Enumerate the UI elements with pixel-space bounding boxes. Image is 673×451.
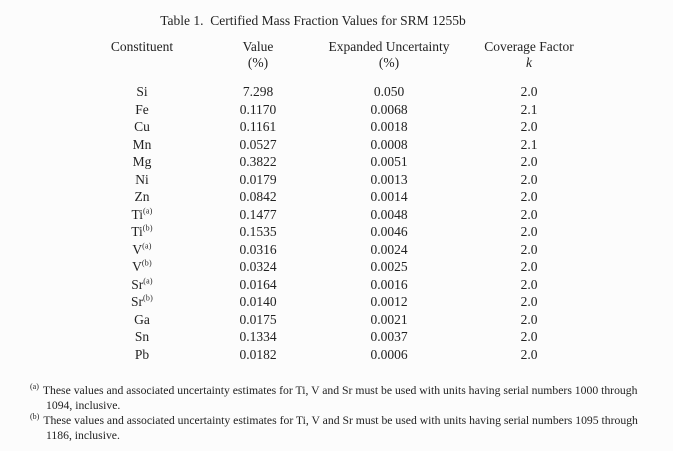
cell-value: 0.0164 [239,276,277,292]
element-symbol: Zn [134,189,150,204]
cell-coverage-factor: 2.0 [520,311,538,327]
cell-constituent [82,328,202,346]
element-footnote-ref: (b) [143,293,153,303]
footnote-b [30,413,638,443]
footnote-line [30,413,638,428]
table-row [82,136,594,154]
table-row [82,153,594,171]
column-header-coverage-factor [464,39,594,70]
table-row [82,293,594,311]
cell-uncertainty: 0.0068 [370,101,408,117]
table-row [82,206,594,224]
cell-value: 0.1334 [239,329,277,344]
cell-uncertainty: 0.0016 [370,276,408,292]
column-unit [82,55,202,70]
footnote-text: These values and associated uncertainty estimates for Ti, V and Sr must be used with units having serial numbers 1000 through [42,384,638,397]
cell-constituent [82,136,202,154]
data-table [82,39,594,363]
element-footnote-ref: (a) [143,206,153,215]
column-label: Coverage Factor [484,39,574,54]
cell-constituent [82,153,202,171]
table-row [82,311,594,329]
cell-value: 0.1477 [239,206,277,222]
cell-value: 0.1170 [239,101,277,117]
cell-coverage-factor: 2.0 [520,189,538,204]
cell-constituent [82,293,202,311]
table-row [82,241,594,259]
cell-value: 0.3822 [239,154,277,169]
cell-constituent [82,101,202,119]
column-header-value [202,39,314,70]
cell-coverage-factor: 2.0 [520,119,538,134]
element-symbol: Sr [131,294,144,309]
footnote-line: 1094, inclusive. [46,399,121,412]
cell-value: 0.0175 [239,311,277,327]
cell-coverage-factor: 2.0 [520,171,538,187]
element-symbol: Sn [134,329,150,344]
footnote-line: 1186, inclusive. [46,429,120,442]
table-row [82,101,594,119]
cell-value: 0.0316 [239,241,277,257]
cell-coverage-factor: 2.0 [520,206,538,222]
cell-uncertainty: 0.0051 [370,154,408,169]
cell-uncertainty: 0.0012 [370,294,408,309]
footnote-line [30,383,638,398]
cell-constituent [82,188,202,206]
element-footnote-ref: (b) [141,258,152,268]
cell-uncertainty: 0.050 [373,84,405,99]
table-row [82,276,594,294]
footnote-marker: (a) [30,382,39,392]
cell-uncertainty: 0.0006 [370,346,408,362]
element-symbol: Pb [134,346,150,362]
element-symbol: Fe [135,101,149,117]
cell-constituent [82,311,202,329]
cell-uncertainty: 0.0018 [370,119,408,134]
cell-value: 0.0324 [239,259,277,274]
element-symbol: Mn [132,136,152,152]
column-header-expanded-uncertainty [314,39,464,70]
table-row [82,83,594,101]
element-footnote-ref: (a) [143,276,153,285]
table-row [82,328,594,346]
element-symbol: Cu [134,119,150,134]
cell-coverage-factor: 2.1 [520,101,538,117]
column-label: Value [242,39,274,54]
cell-uncertainty: 0.0048 [370,206,408,222]
cell-coverage-factor: 2.0 [520,84,538,99]
cell-coverage-factor: 2.0 [520,241,538,257]
table-header-row [82,39,594,70]
cell-uncertainty: 0.0046 [370,224,408,239]
cell-uncertainty: 0.0021 [370,311,408,327]
table-row [82,223,594,241]
cell-constituent [82,241,202,259]
element-symbol: Ni [135,171,149,187]
cell-constituent [82,171,202,189]
column-unit: (%) [247,55,269,70]
cell-value: 0.0527 [239,136,277,152]
element-symbol: V [132,259,142,274]
footnote-a [30,383,638,413]
table-row [82,171,594,189]
column-label: Expanded Uncertainty [328,39,450,54]
element-symbol: Sr [131,276,144,292]
element-footnote-ref: (b) [142,223,153,233]
cell-value: 0.0140 [239,294,277,309]
table-row [82,118,594,136]
cell-coverage-factor: 2.1 [520,136,538,152]
cell-coverage-factor: 2.0 [520,154,538,169]
column-unit-k: k [526,55,532,70]
footnote-text: These values and associated uncertainty estimates for Ti, V and Sr must be used with units having serial numbers 1095 through [43,414,638,427]
element-symbol: Ga [134,311,150,327]
element-footnote-ref: (a) [142,241,152,250]
table-row [82,258,594,276]
cell-coverage-factor: 2.0 [520,276,538,292]
element-symbol: Mg [132,154,152,169]
cell-constituent [82,258,202,276]
cell-coverage-factor: 2.0 [520,346,538,362]
cell-constituent [82,223,202,241]
cell-constituent [82,276,202,294]
cell-value: 0.0182 [239,346,277,362]
cell-constituent [82,83,202,101]
cell-value: 0.0842 [239,189,277,204]
table-body [82,83,594,363]
element-symbol: Ti [131,224,143,239]
cell-constituent [82,206,202,224]
element-symbol: V [132,241,143,257]
cell-coverage-factor: 2.0 [520,329,538,344]
cell-uncertainty: 0.0037 [370,329,408,344]
cell-uncertainty: 0.0025 [370,259,408,274]
cell-coverage-factor: 2.0 [520,224,538,239]
cell-uncertainty: 0.0013 [370,171,408,187]
footnote-marker: (b) [30,412,40,422]
column-label: Constituent [110,39,174,54]
element-symbol: Si [136,84,148,99]
cell-constituent [82,118,202,136]
column-unit: (%) [378,55,400,70]
table-row [82,346,594,364]
element-symbol: Ti [131,206,144,222]
table-caption: Table 1. Certified Mass Fraction Values for SRM 1255b [160,13,466,28]
cell-uncertainty: 0.0008 [370,136,408,152]
column-header-constituent [82,39,202,70]
cell-constituent [82,346,202,364]
cell-coverage-factor: 2.0 [520,259,538,274]
cell-coverage-factor: 2.0 [520,294,538,309]
footnotes [30,383,638,443]
cell-uncertainty: 0.0024 [370,241,408,257]
cell-value: 0.1161 [239,119,277,134]
cell-uncertainty: 0.0014 [370,189,408,204]
table-row [82,188,594,206]
cell-value: 7.298 [242,84,274,99]
cell-value: 0.0179 [239,171,277,187]
cell-value: 0.1535 [239,224,277,239]
